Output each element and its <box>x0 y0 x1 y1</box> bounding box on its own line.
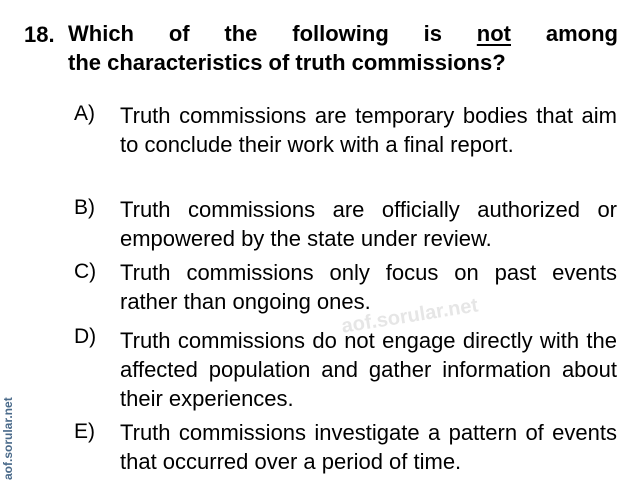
question-stem-line2: the characteristics of truth commissions? <box>68 50 506 75</box>
option-a-letter: A) <box>74 102 95 125</box>
stem-word: following <box>292 21 389 46</box>
stem-word: of <box>168 21 190 46</box>
stem-word-underlined: not <box>476 21 511 46</box>
stem-word: among <box>545 21 618 46</box>
option-d-letter: D) <box>74 325 97 348</box>
option-e-letter: E) <box>74 420 95 443</box>
option-a-text: Truth commissions are temporary bodies that aim to conclude their work with a final report. <box>120 103 617 157</box>
question-stem-line1 <box>68 19 618 48</box>
watermark-side: aof.sorular.net <box>1 397 15 480</box>
option-e-text: Truth commissions investigate a pattern of events that occurred over a period of time. <box>120 420 617 474</box>
option-d-text: Truth commissions do not engage directly with the affected population and gather information about their experiences. <box>120 328 617 411</box>
option-b-text: Truth commissions are officially authorized or empowered by the state under review. <box>120 197 617 251</box>
stem-word: is <box>423 21 442 46</box>
option-b-letter: B) <box>74 196 95 219</box>
question-number: 18. <box>24 22 55 47</box>
stem-word: the <box>224 21 258 46</box>
stem-word: Which <box>68 21 134 46</box>
option-c-letter: C) <box>74 260 97 283</box>
option-c-text: Truth commissions only focus on past events rather than ongoing ones. <box>120 260 617 314</box>
question-stem <box>68 19 618 77</box>
watermark-center: aof.sorular.net <box>340 294 480 338</box>
